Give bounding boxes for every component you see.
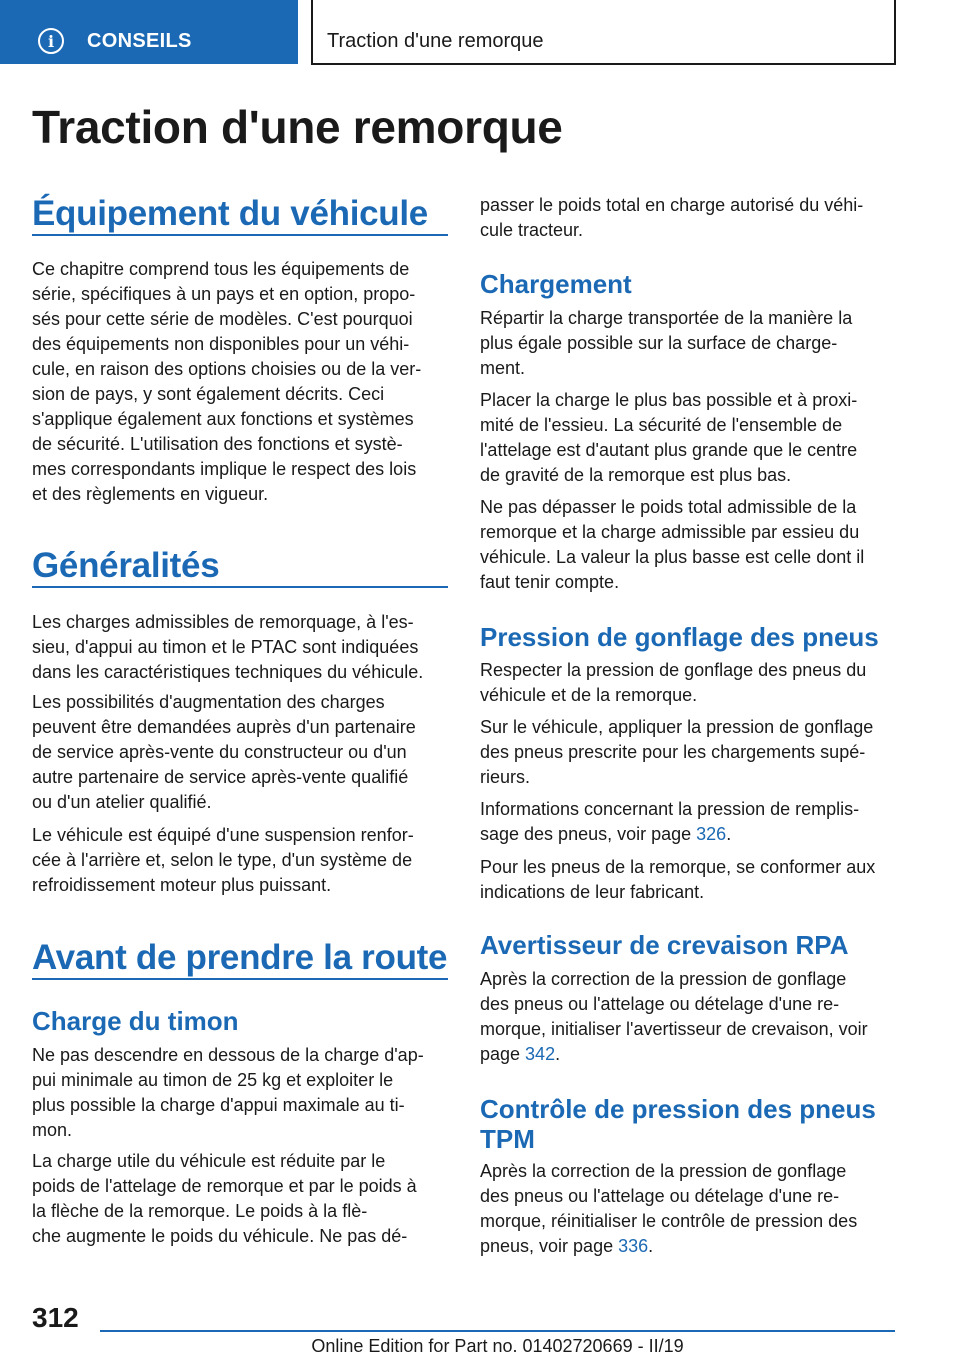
subheading-charge-timon: Charge du timon — [32, 1006, 239, 1036]
paragraph-charge-timon-1: Ne pas descendre en dessous de la charge d'ap- pui minimale au timon de 25 kg et exploiter le plus possible la charge d'appui maximale au ti- mon. — [32, 1045, 424, 1140]
paragraph-chargement-1: Répartir la charge transportée de la manière la plus égale possible sur la surface de charge- ment. — [480, 308, 853, 378]
paragraph-chargement-2: Placer la charge le plus bas possible et à proxi- mité de l'essieu. La sécurité de l'ensemble de l'attelage est d'autant plus grande que le centre de gravité de la remorque est plus bas. — [480, 390, 858, 485]
paragraph-charge-timon-2: La charge utile du véhicule est réduite par le poids de l'attelage de remorque et par le poids à la flèche de la remorque. Le poids à la flè- che augmente le poids du véhicule. Ne pas dé- — [32, 1151, 417, 1246]
paragraph-tpm: Après la correction de la pression de gonflage des pneus ou l'attelage ou dételage d'une re- morque, réinitialiser le contrôle de pression des pneus, voir page 336. — [480, 1161, 858, 1256]
paragraph-generalites-3: Le véhicule est équipé d'une suspension renfor- cée à l'arrière et, selon le type, d'un système de refroidissement moteur plus puissant. — [32, 825, 414, 895]
subheading-chargement: Chargement — [480, 269, 632, 299]
subheading-pression: Pression de gonflage des pneus — [480, 622, 879, 652]
page-link-342[interactable]: 342 — [525, 1044, 556, 1064]
page-link-326[interactable]: 326 — [696, 824, 727, 844]
paragraph-continuation: passer le poids total en charge autorisé du véhi- cule tracteur. — [480, 195, 864, 240]
paragraph-equipement: Ce chapitre comprend tous les équipements de série, spécifiques à un pays et en option, propo- sés pour cette série de modèles. C'est pourquoi des équipements non disponibles pour un véhi- cule, en raison des options choisies ou de la ver- sion de pays, y sont également décrits. Ceci s'applique également aux fonctions et systèmes de sécurité. L'utilisation des fonctions et systè- mes correspondants implique le respect des lois et des règlements en vigueur. — [32, 259, 422, 504]
footer-edition: Online Edition for Part no. 01402720669 - II/19 — [311, 1336, 684, 1356]
info-icon: i — [38, 28, 64, 54]
paragraph-chargement-3: Ne pas dépasser le poids total admissible de la remorque et la charge admissible par essieu du véhicule. La valeur la plus basse est celle dont il faut tenir compte. — [480, 497, 865, 592]
section-tab — [0, 0, 298, 64]
heading-rule — [32, 586, 448, 588]
paragraph-rpa: Après la correction de la pression de gonflage des pneus ou l'attelage ou dételage d'une re- morque, initialiser l'avertisseur de crevaison, voir page 342. — [480, 969, 868, 1064]
subheading-rpa: Avertisseur de crevaison RPA — [480, 930, 849, 960]
heading-rule — [32, 978, 448, 980]
paragraph-pression-1: Respecter la pression de gonflage des pneus du véhicule et de la remorque. — [480, 660, 867, 705]
page-link-336[interactable]: 336 — [618, 1236, 649, 1256]
chapter-title: Traction d'une remorque — [327, 30, 544, 52]
paragraph-pression-4: Pour les pneus de la remorque, se conformer aux indications de leur fabricant. — [480, 857, 876, 902]
heading-equipement: Équipement du véhicule — [32, 194, 428, 233]
page-number: 312 — [32, 1302, 79, 1333]
footer-rule — [100, 1330, 895, 1332]
heading-rule — [32, 234, 448, 236]
paragraph-pression-2: Sur le véhicule, appliquer la pression de gonflage des pneus prescrite pour les chargements supé- rieurs. — [480, 717, 874, 787]
subheading-tpm: Contrôle de pression des pneus TPM — [480, 1094, 876, 1154]
paragraph-generalites-1: Les charges admissibles de remorquage, à l'es- sieu, d'appui au timon et le PTAC sont indiquées dans les caractéristiques techniques du véhicule. — [32, 612, 424, 682]
chapter-header — [311, 0, 896, 65]
page-title: Traction d'une remorque — [32, 101, 563, 153]
heading-avant: Avant de prendre la route — [32, 938, 448, 977]
heading-generalites: Généralités — [32, 546, 220, 585]
section-label: CONSEILS — [87, 30, 192, 52]
paragraph-pression-3: Informations concernant la pression de remplis- sage des pneus, voir page 326. — [480, 799, 860, 844]
paragraph-generalites-2: Les possibilités d'augmentation des charges peuvent être demandées auprès d'un partenaire de service après-vente du constructeur ou d'un autre partenaire de service après-vente qualifié ou d'un atelier qualifié. — [32, 692, 416, 812]
